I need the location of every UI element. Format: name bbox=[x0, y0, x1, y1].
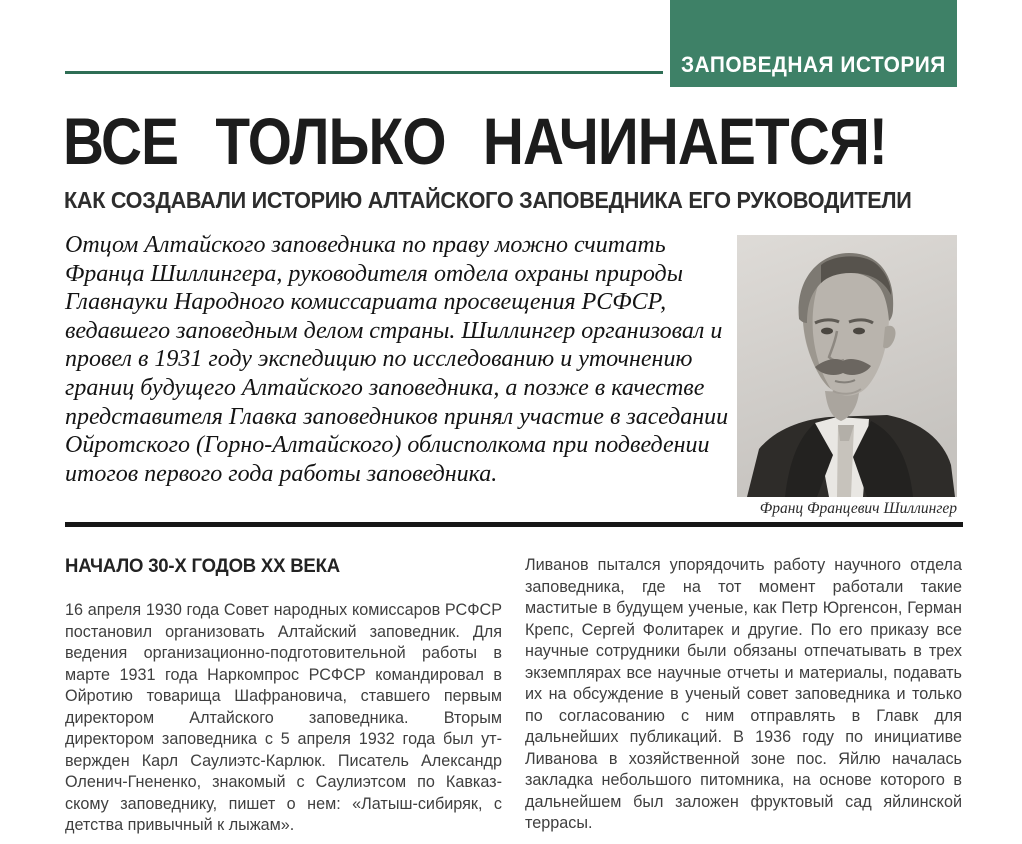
column-left bbox=[65, 553, 502, 837]
body-text-left: 16 апреля 1930 года Совет народных комиссаров РСФСР постановил организовать Алтайский заповедник. Для ведения организационно-подготовительной работы в марте 1931 года Наркомпрос РСФСР командировал в Ойротию товарища Шафрановича, ставшего первым директором Алтайского заповедника. Вторым директором заповедника с 5 апреля 1932 года был утвержден Карл Саулиэтс-Карлюк. Писатель Александр Оленич-Гнененко, знакомый с Саулиэтсом по Кавказскому заповеднику, пишет о нем: «Латыш-сибиряк, с детства привычный к лыжам». bbox=[65, 601, 502, 834]
photo-caption: Франц Францевич Шиллингер bbox=[759, 500, 957, 517]
portrait-photo bbox=[737, 235, 957, 497]
lead-paragraph: Отцом Алтайского заповедника по праву можно считать Франца Шиллингера, руководителя отдела охраны природы Главнауки Народного комиссариата просвещения РСФСР, ведавшего заповедным делом страны. Шиллингер организовал и провел в 1931 году экспедицию по исследованию и уточнению границ будущего Алтайского заповедника, а позже в качестве представителя Главка заповедников принял участие в заседании Ойротского (Горно-Алтайского) облисполкома при подведении итогов первого года работы заповедника. bbox=[65, 232, 729, 487]
portrait-photo-illustration bbox=[737, 235, 957, 497]
article-title: ВСЕ ТОЛЬКО НАЧИНАЕТСЯ! bbox=[63, 104, 887, 178]
section-heading: НАЧАЛО 30-Х ГОДОВ XX ВЕКА bbox=[65, 555, 340, 577]
divider-rule bbox=[65, 522, 963, 527]
body-text-right: Ливанов пытался упорядочить работу научного отдела заповедника, где на тот момент работали такие маститые в будущем ученые, как Петр Юргенсон, Герман Крепс, Сергей Фолитарек и другие. По его приказу все научные сотрудники были обязаны отпечатывать в трех экземплярах все научные отчеты и материалы, подавать их на обсуждение в ученый совет заповедника и только по согласованию с ним отправлять в Главк для дальнейших публикаций. В 1936 году по инициативе Ливанова в хозяйственной зоне пос. Яйлю началась закладка небольшого питомника, на основе которого в дальнейшем был заложен фруктовый сад яйлинской террасы. bbox=[525, 556, 962, 832]
article-columns bbox=[65, 553, 963, 837]
top-green-rule bbox=[65, 71, 663, 74]
section-badge bbox=[670, 0, 957, 87]
article-subtitle: КАК СОЗДАВАЛИ ИСТОРИЮ АЛТАЙСКОГО ЗАПОВЕДНИКА ЕГО РУКОВОДИТЕЛИ bbox=[64, 187, 912, 213]
column-right bbox=[525, 553, 962, 837]
section-badge-label: ЗАПОВЕДНАЯ ИСТОРИЯ bbox=[681, 52, 946, 77]
